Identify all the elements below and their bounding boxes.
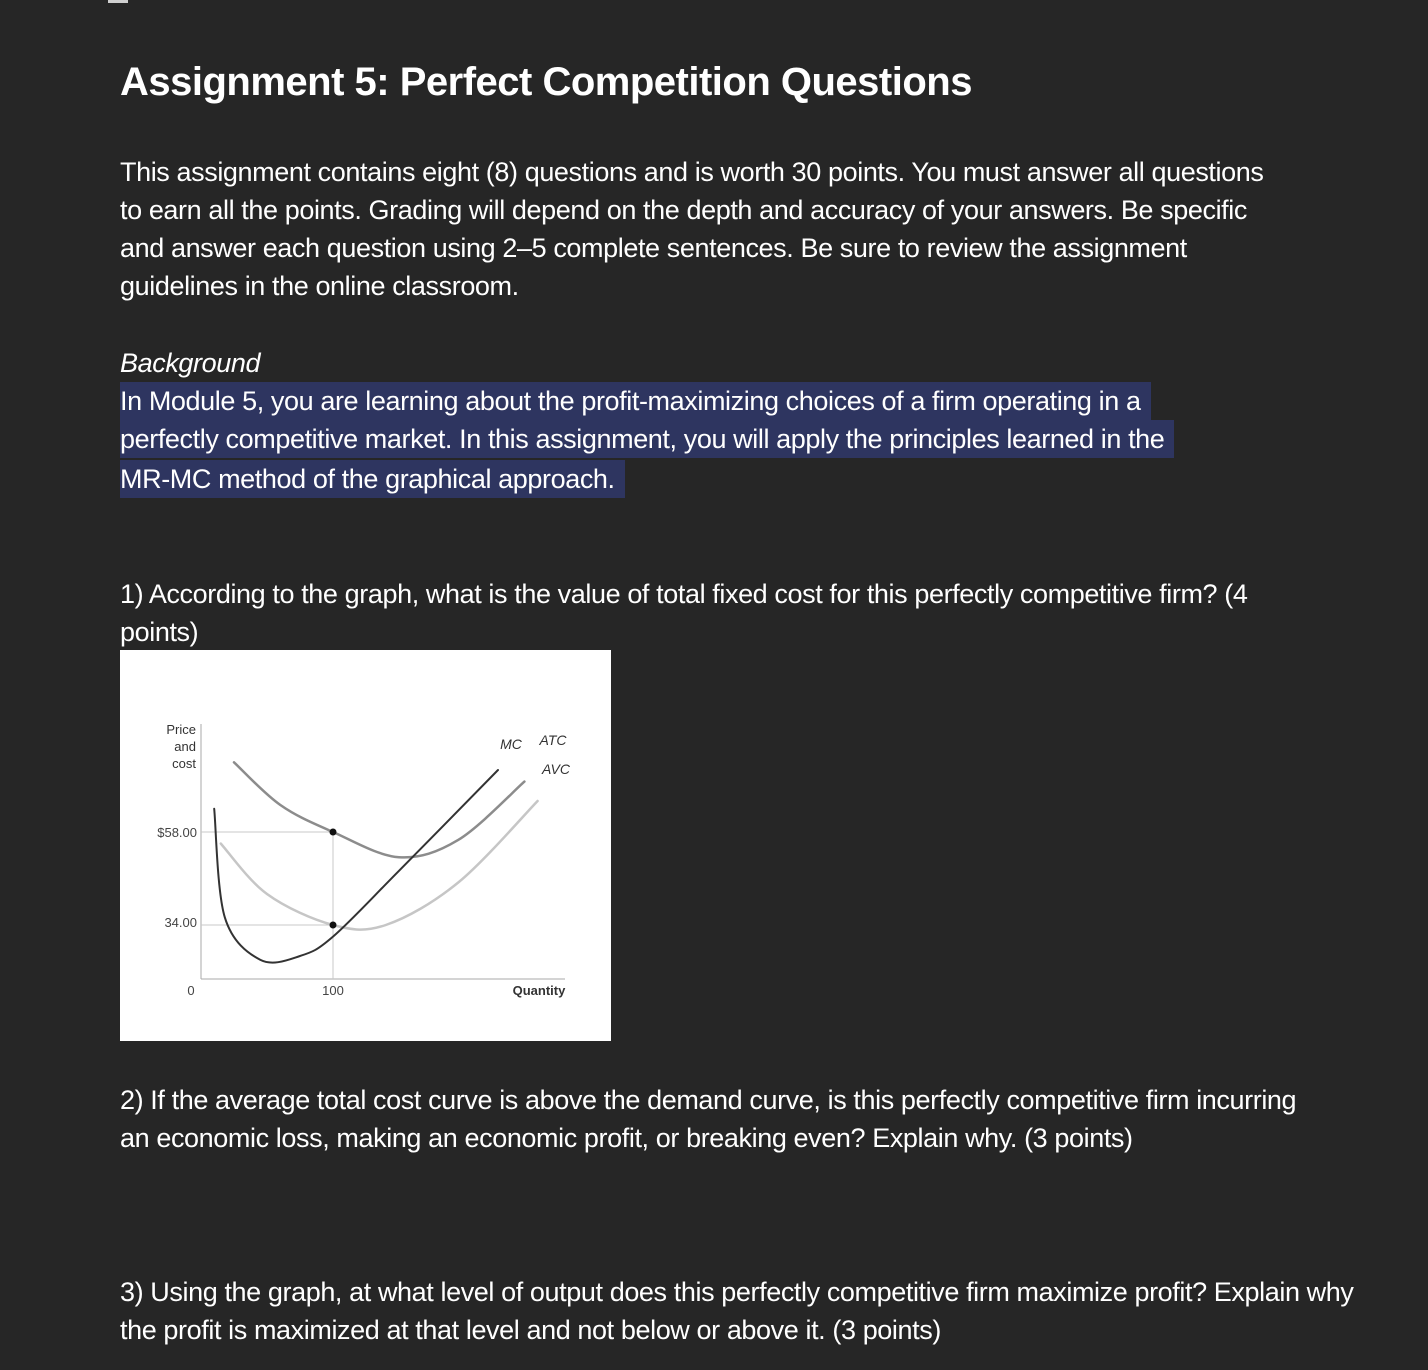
background-selected-line[interactable]: MR-MC method of the graphical approach. xyxy=(120,460,625,498)
avc-curve xyxy=(221,801,538,930)
background-heading[interactable]: Background xyxy=(120,348,261,378)
background-selected-line[interactable]: perfectly competitive market. In this assignment, you will apply the principles learned in the xyxy=(120,420,1174,458)
x-tick-label: 100 xyxy=(322,983,344,998)
background-selected-line[interactable]: In Module 5, you are learning about the profit-maximizing choices of a firm operating in a xyxy=(120,382,1151,420)
y-axis-label: and xyxy=(174,739,196,754)
marked-point xyxy=(330,829,337,836)
y-tick-label: $58.00 xyxy=(157,825,197,840)
question-2[interactable]: 2) If the average total cost curve is above the demand curve, is this perfectly competitive firm incurring an economic loss, making an economic profit, or breaking even? Explain why. (3 points) xyxy=(120,1085,1297,1153)
cost-curves-chart xyxy=(120,650,611,1041)
question-3[interactable]: 3) Using the graph, at what level of output does this perfectly competitive firm maximize profit? Explain why the profit is maximized at that level and not below or above it. (3 points) xyxy=(120,1277,1354,1345)
intro-paragraph[interactable]: This assignment contains eight (8) questions and is worth 30 points. You must answer all questions to earn all the points. Grading will depend on the depth and accuracy of your answers. Be specific and answer each question using 2–5 complete sentences. Be sure to review the assignment guidelines in the online classroom. xyxy=(120,157,1264,301)
marked-point xyxy=(330,922,337,929)
page-title: Assignment 5: Perfect Competition Questions xyxy=(120,60,972,104)
mc-curve-label: MC xyxy=(500,736,522,752)
mc-curve xyxy=(214,770,498,963)
y-axis-label: cost xyxy=(172,756,196,771)
text-cursor-marker xyxy=(108,0,128,3)
atc-curve xyxy=(234,762,524,857)
y-tick-label: 34.00 xyxy=(164,915,197,930)
x-tick-label: 0 xyxy=(187,983,195,998)
question-1[interactable]: 1) According to the graph, what is the value of total fixed cost for this perfectly competitive firm? (4 points) xyxy=(120,579,1248,647)
x-axis-label: Quantity xyxy=(512,983,566,998)
atc-curve-label: ATC xyxy=(539,732,567,748)
avc-curve-label: AVC xyxy=(541,761,571,777)
y-axis-label: Price xyxy=(166,722,196,737)
cost-curves-graph xyxy=(120,650,611,1041)
